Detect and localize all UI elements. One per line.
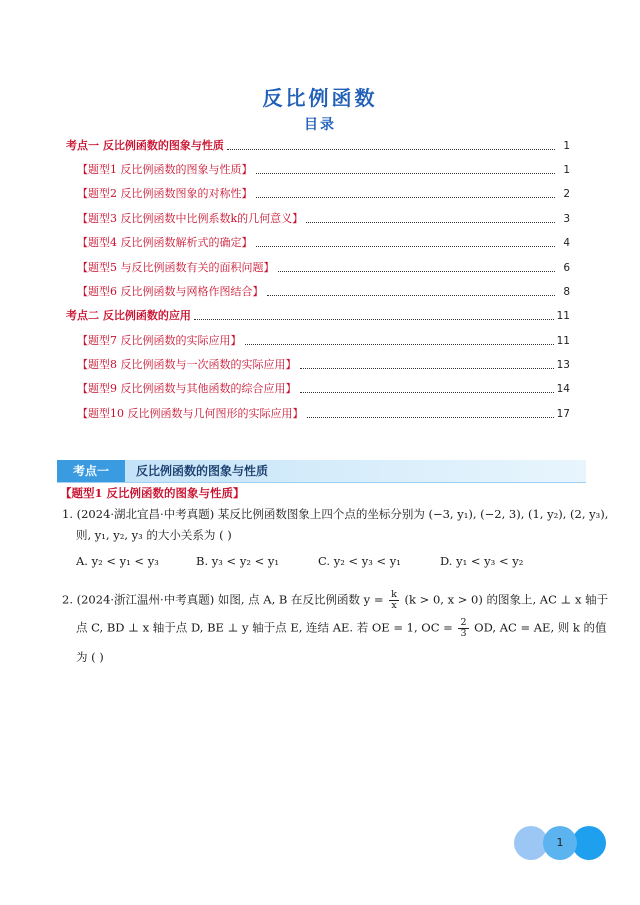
toc-item-page: 11 [556,335,570,347]
option-a: A. y₂ < y₁ < y₃ [76,554,159,568]
toc-item[interactable] [77,356,570,372]
toc-leader-dots [245,343,554,345]
toc-item-label: 考点二 反比例函数的应用 [66,309,191,322]
section-title: 反比例函数的图象与性质 [136,464,269,478]
toc-item-page: 13 [556,359,570,371]
toc-item[interactable] [77,259,570,275]
toc-item-label: 【题型10 反比例函数与几何图形的实际应用】 [77,407,304,420]
toc-item[interactable] [77,185,570,201]
toc-item-label: 【题型1 反比例函数的图象与性质】 [77,163,253,176]
question-2-line-1-start: 2. (2024·浙江温州·中考真题) 如图, 点 A, B 在反比例函数 y = [62,592,384,607]
question-2-line-3: 为 ( ) [76,650,104,664]
toc-item-page: 8 [563,286,570,298]
toc-leader-dots [227,148,555,150]
toc-item[interactable] [77,161,570,177]
toc-leader-dots [256,172,556,174]
question-1-line-1: 1. (2024·湖北宜昌·中考真题) 某反比例函数图象上四个点的坐标分别为 (−3, y₁), (−2, 3), (1, y₂), (2, y₃), [62,507,609,521]
toc-item[interactable] [77,380,570,396]
toc-item-label: 【题型6 反比例函数与网格作图结合】 [77,285,264,298]
option-d: D. y₁ < y₃ < y₂ [440,554,524,568]
page-number: 1 [556,836,564,849]
toc-item-label: 【题型7 反比例函数的实际应用】 [77,334,242,347]
toc-leader-dots [256,196,556,198]
toc-item-page: 1 [563,164,570,176]
toc-leader-dots [307,416,554,418]
toc-item-label: 考点一 反比例函数的图象与性质 [66,139,224,152]
question-2-line-1-end: (k > 0, x > 0) 的图象上, AC ⊥ x 轴于 [404,592,609,607]
toc-item-page: 3 [563,213,570,225]
fraction-two-thirds [458,618,468,639]
toc-item-label: 【题型5 与反比例函数有关的面积问题】 [77,261,275,274]
toc-leader-dots [194,318,554,320]
toc-item-label: 【题型4 反比例函数解析式的确定】 [77,236,253,249]
toc-item-page: 4 [563,237,570,249]
section-tag: 考点一 [57,460,125,482]
toc-item-page: 14 [556,383,570,395]
toc-leader-dots [267,294,556,296]
toc-leader-dots [300,391,554,393]
fraction-numerator: k [391,589,397,600]
toc-item[interactable] [77,332,570,348]
toc-heading: 目录 [304,117,336,133]
toc-item-label: 【题型9 反比例函数与其他函数的综合应用】 [77,382,297,395]
toc-item-label: 【题型8 反比例函数与一次函数的实际应用】 [77,358,297,371]
fraction-denominator: x [391,600,397,611]
document-title: 反比例函数 [262,86,378,110]
question-2-line-1 [62,590,608,611]
question-2-line-2-start: 点 C, BD ⊥ x 轴于点 D, BE ⊥ y 轴于点 E, 连结 AE. 若 OE = 1, OC = [76,620,453,635]
toc-item-label: 【题型3 反比例函数中比例系数k的几何意义】 [77,212,304,225]
option-b: B. y₃ < y₂ < y₁ [196,554,279,568]
toc-item-page: 2 [563,188,570,200]
toc-item[interactable] [77,234,570,250]
toc-item[interactable] [77,210,570,226]
fraction-numerator: 2 [460,617,467,628]
toc-leader-dots [306,221,555,223]
toc-item[interactable] [77,405,570,421]
toc-item-page: 11 [556,310,570,322]
toc-leader-dots [300,367,554,369]
question-type-heading: 【题型1 反比例函数的图象与性质】 [60,486,245,500]
toc-item-page: 6 [563,262,570,274]
badge-circle-right [572,826,606,860]
toc-leader-dots [256,245,556,247]
toc-item-label: 【题型2 反比例函数图象的对称性】 [77,187,253,200]
fraction-k-over-x [389,590,399,611]
option-c: C. y₂ < y₃ < y₁ [318,554,401,568]
fraction-denominator: 3 [460,628,467,639]
toc-item-page: 17 [556,408,570,420]
toc-leader-dots [278,270,556,272]
question-2-line-2-end: OD, AC = AE, 则 k 的值 [474,620,607,635]
page-number-badge [514,826,606,862]
question-1-line-2: 则, y₁, y₂, y₃ 的大小关系为 ( ) [76,528,232,542]
toc-item[interactable] [66,307,570,323]
toc-item[interactable] [77,283,570,299]
toc-item[interactable] [66,137,570,153]
toc-item-page: 1 [563,140,570,152]
question-2-line-2 [76,618,607,639]
